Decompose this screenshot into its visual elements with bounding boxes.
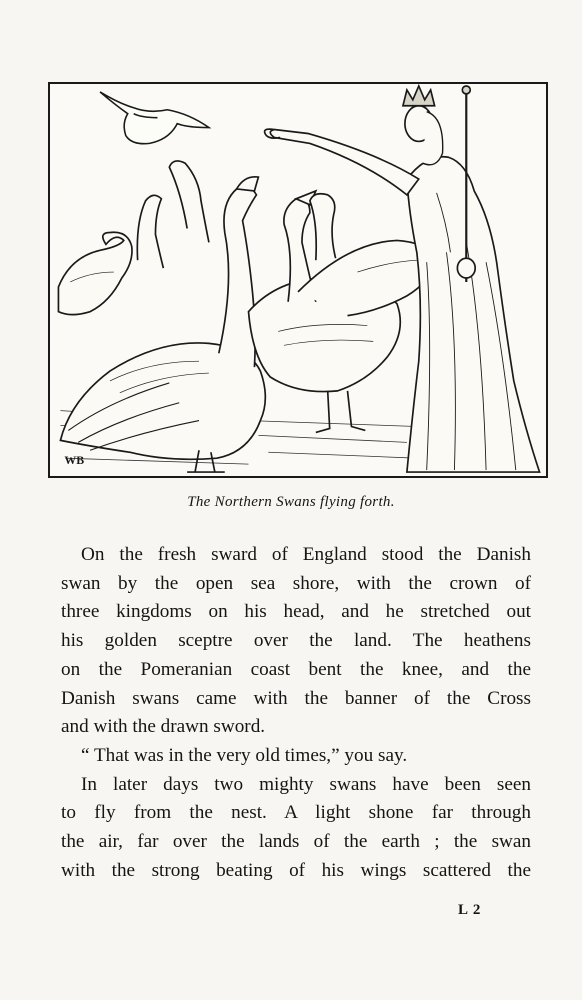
flying-swan — [100, 92, 209, 144]
text-line: three kingdoms on his head, and he stretched out — [61, 601, 531, 623]
body-text — [61, 541, 531, 885]
text-line: swan by the open sea shore, with the crown of — [61, 572, 531, 594]
engraving-illustration — [48, 82, 548, 478]
text-line: In later days two mighty swans have been seen — [81, 773, 531, 795]
page-signature-mark: L 2 — [458, 902, 482, 918]
text-line: with the strong beating of his wings scattered the — [61, 859, 531, 881]
text-line: Danish swans came with the banner of the Cross — [61, 687, 531, 709]
illustration-caption: The Northern Swans flying forth. — [187, 494, 395, 510]
text-line: his golden sceptre over the land. The heathens — [61, 630, 531, 652]
engraving-svg — [50, 84, 546, 476]
text-line: On the fresh sward of England stood the Danish — [81, 544, 531, 565]
artist-monogram: WB — [64, 453, 85, 468]
text-line: the air, far over the lands of the earth ; the swan — [61, 831, 531, 853]
text-line: “ That was in the very old times,” you say. — [81, 744, 408, 766]
text-line: on the Pomeranian coast bent the knee, and the — [61, 658, 531, 680]
text-line: to fly from the nest. A light shone far through — [61, 802, 531, 824]
text-line: and with the drawn sword. — [61, 716, 266, 738]
